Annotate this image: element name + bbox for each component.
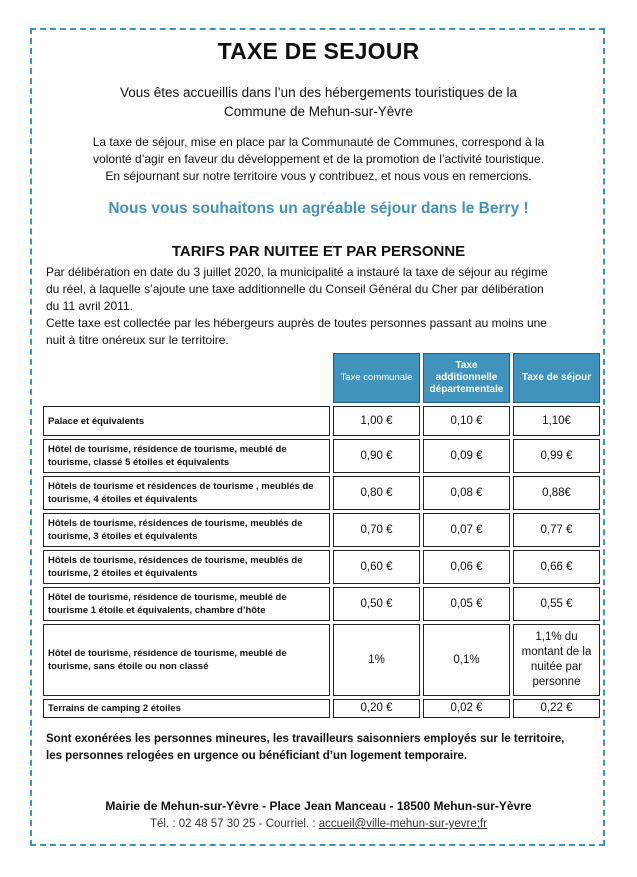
exemptions-line: les personnes relogées en urgence ou bénéficiant d’un logement temporaire. bbox=[46, 750, 468, 762]
table-row bbox=[43, 439, 600, 473]
table-row bbox=[43, 587, 600, 621]
welcome-text bbox=[0, 83, 637, 121]
additionnelle-cell: 0,02 € bbox=[423, 699, 510, 718]
category-cell: Hôtels de tourisme et résidences de tourisme , meublés de tourisme, 4 étoiles et équivalents bbox=[43, 476, 330, 510]
sejour-cell: 0,66 € bbox=[513, 550, 600, 584]
exemptions-paragraph bbox=[46, 731, 601, 765]
communale-cell: 0,80 € bbox=[333, 476, 420, 510]
deliberation-paragraph bbox=[46, 264, 599, 349]
communale-cell: 0,20 € bbox=[333, 699, 420, 718]
table-row bbox=[43, 513, 600, 547]
contact-phone: Tél. : 02 48 57 30 25 - Courriel. : bbox=[149, 818, 319, 830]
footer-contact bbox=[0, 818, 637, 830]
header-taxe-additionnelle: Taxe additionnelle départementale bbox=[423, 353, 510, 403]
email-link[interactable]: accueil@ville-mehun-sur-yevre;fr bbox=[318, 818, 487, 830]
sejour-cell: 1,1% du montant de la nuitée par personne bbox=[513, 624, 600, 696]
category-cell: Hôtels de tourisme, résidences de tourisme, meublés de tourisme, 2 étoiles et équivalents bbox=[43, 550, 330, 584]
table-row bbox=[43, 624, 600, 696]
category-cell: Hôtel de tourisme, résidence de tourisme, meublé de tourisme 1 étoile et équivalents, chambre d’hôte bbox=[43, 587, 330, 621]
communale-cell: 0,70 € bbox=[333, 513, 420, 547]
intro-line: La taxe de séjour, mise en place par la Communauté de Communes, correspond à la bbox=[92, 135, 545, 149]
communale-cell: 0,90 € bbox=[333, 439, 420, 473]
category-cell: Terrains de camping 2 étoiles bbox=[43, 699, 330, 718]
sejour-cell: 1,10€ bbox=[513, 406, 600, 436]
category-cell: Palace et équivalents bbox=[43, 406, 330, 436]
communale-cell: 0,50 € bbox=[333, 587, 420, 621]
slogan: Nous vous souhaitons un agréable séjour dans le Berry ! bbox=[108, 200, 529, 217]
deliberation-line: du réel, à laquelle s’ajoute une taxe additionnelle du Conseil Général du Cher par délibération bbox=[46, 282, 544, 296]
rates-table bbox=[40, 350, 603, 721]
communale-cell: 0,60 € bbox=[333, 550, 420, 584]
sejour-cell: 0,55 € bbox=[513, 587, 600, 621]
additionnelle-cell: 0,07 € bbox=[423, 513, 510, 547]
table-corner bbox=[43, 353, 330, 403]
deliberation-line: Cette taxe est collectée par les hébergeurs auprès de toutes personnes passant au moins une bbox=[46, 316, 547, 330]
communale-cell: 1,00 € bbox=[333, 406, 420, 436]
welcome-line: Commune de Mehun-sur-Yèvre bbox=[223, 104, 414, 119]
additionnelle-cell: 0,08 € bbox=[423, 476, 510, 510]
footer-address: Mairie de Mehun-sur-Yèvre - Place Jean Manceau - 18500 Mehun-sur-Yèvre bbox=[105, 799, 532, 813]
additionnelle-cell: 0,09 € bbox=[423, 439, 510, 473]
sejour-cell: 0,88€ bbox=[513, 476, 600, 510]
additionnelle-cell: 0,06 € bbox=[423, 550, 510, 584]
intro-line: En séjournant sur notre territoire vous y contribuez, et nous vous en remercions. bbox=[105, 169, 532, 183]
additionnelle-cell: 0,10 € bbox=[423, 406, 510, 436]
welcome-line: Vous êtes accueillis dans l’un des hébergements touristiques de la bbox=[120, 85, 517, 100]
header-taxe-communale: Taxe communale bbox=[333, 353, 420, 403]
category-cell: Hôtels de tourisme, résidences de tourisme, meublés de tourisme, 3 étoiles et équivalents bbox=[43, 513, 330, 547]
communale-cell: 1% bbox=[333, 624, 420, 696]
intro-line: volonté d’agir en faveur du développement et de la promotion de l’activité touristique. bbox=[93, 152, 544, 166]
sejour-cell: 0,22 € bbox=[513, 699, 600, 718]
sejour-cell: 0,77 € bbox=[513, 513, 600, 547]
deliberation-line: Par délibération en date du 3 juillet 2020, la municipalité a instauré la taxe de séjour au régime bbox=[46, 265, 548, 279]
header-taxe-sejour: Taxe de séjour bbox=[513, 353, 600, 403]
sejour-cell: 0,99 € bbox=[513, 439, 600, 473]
category-cell: Hôtel de tourisme, résidence de tourisme, meublé de tourisme, sans étoile ou non classé bbox=[43, 624, 330, 696]
table-row bbox=[43, 476, 600, 510]
deliberation-line: du 11 avril 2011. bbox=[46, 299, 133, 313]
tarifs-heading: TARIFS PAR NUITEE ET PAR PERSONNE bbox=[171, 243, 466, 260]
exemptions-line: Sont exonérées les personnes mineures, les travailleurs saisonniers employés sur le territoire, bbox=[46, 733, 565, 745]
page-title: TAXE DE SEJOUR bbox=[217, 38, 420, 64]
additionnelle-cell: 0,05 € bbox=[423, 587, 510, 621]
table-row bbox=[43, 699, 600, 718]
table-row bbox=[43, 406, 600, 436]
table-row bbox=[43, 550, 600, 584]
additionnelle-cell: 0,1% bbox=[423, 624, 510, 696]
deliberation-line: nuit à titre onéreux sur le territoire. bbox=[46, 333, 229, 347]
intro-paragraph bbox=[0, 134, 637, 185]
category-cell: Hôtel de tourisme, résidence de tourisme, meublé de tourisme, classé 5 étoiles et équivalents bbox=[43, 439, 330, 473]
